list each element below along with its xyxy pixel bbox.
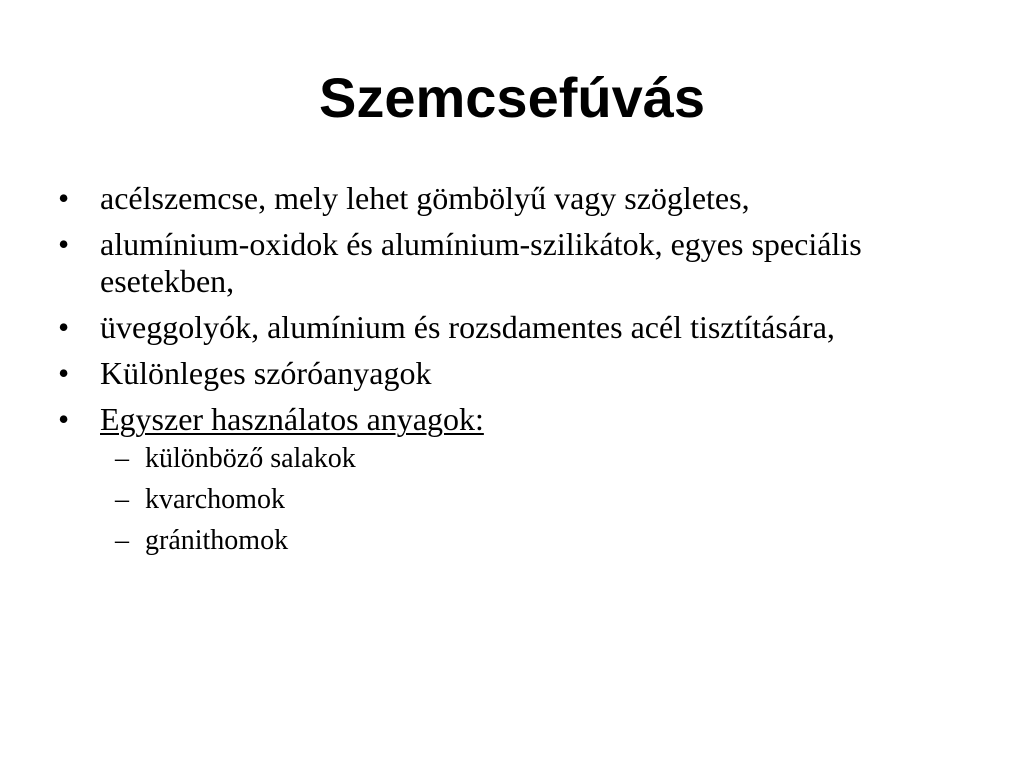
bullet-list [58,180,958,565]
bullet-item [58,401,958,557]
bullet-marker: • [58,180,70,216]
bullet-marker: • [58,226,70,262]
bullet-text: alumínium-oxidok és alumínium-szilikátok, egyes speciális esetekben, [100,226,862,299]
bullet-item [58,226,958,300]
bullet-marker: • [58,309,70,345]
sub-bullet-text: gránithomok [145,525,289,556]
sub-bullet-marker: – [115,484,129,515]
sub-bullet-text: különböző salakok [145,443,356,474]
sub-bullet-marker: – [115,525,129,556]
sub-bullet-marker: – [115,443,129,474]
sub-bullet-list [58,442,958,557]
bullet-text: üveggolyók, alumínium és rozsdamentes acél tisztítására, [100,309,835,345]
sub-bullet-item [58,524,958,557]
bullet-item [58,309,958,346]
slide-title: Szemcsefúvás [318,66,705,129]
bullet-item [58,355,958,392]
bullet-marker: • [58,355,70,391]
bullet-item [58,180,958,217]
bullet-marker: • [58,401,70,437]
bullet-text-underlined: Egyszer használatos anyagok: [100,401,484,437]
bullet-text: Különleges szóróanyagok [100,355,432,391]
bullet-text: acélszemcse, mely lehet gömbölyű vagy szögletes, [100,180,750,216]
sub-bullet-item [58,483,958,516]
sub-bullet-item [58,442,958,475]
sub-bullet-text: kvarchomok [145,484,285,515]
